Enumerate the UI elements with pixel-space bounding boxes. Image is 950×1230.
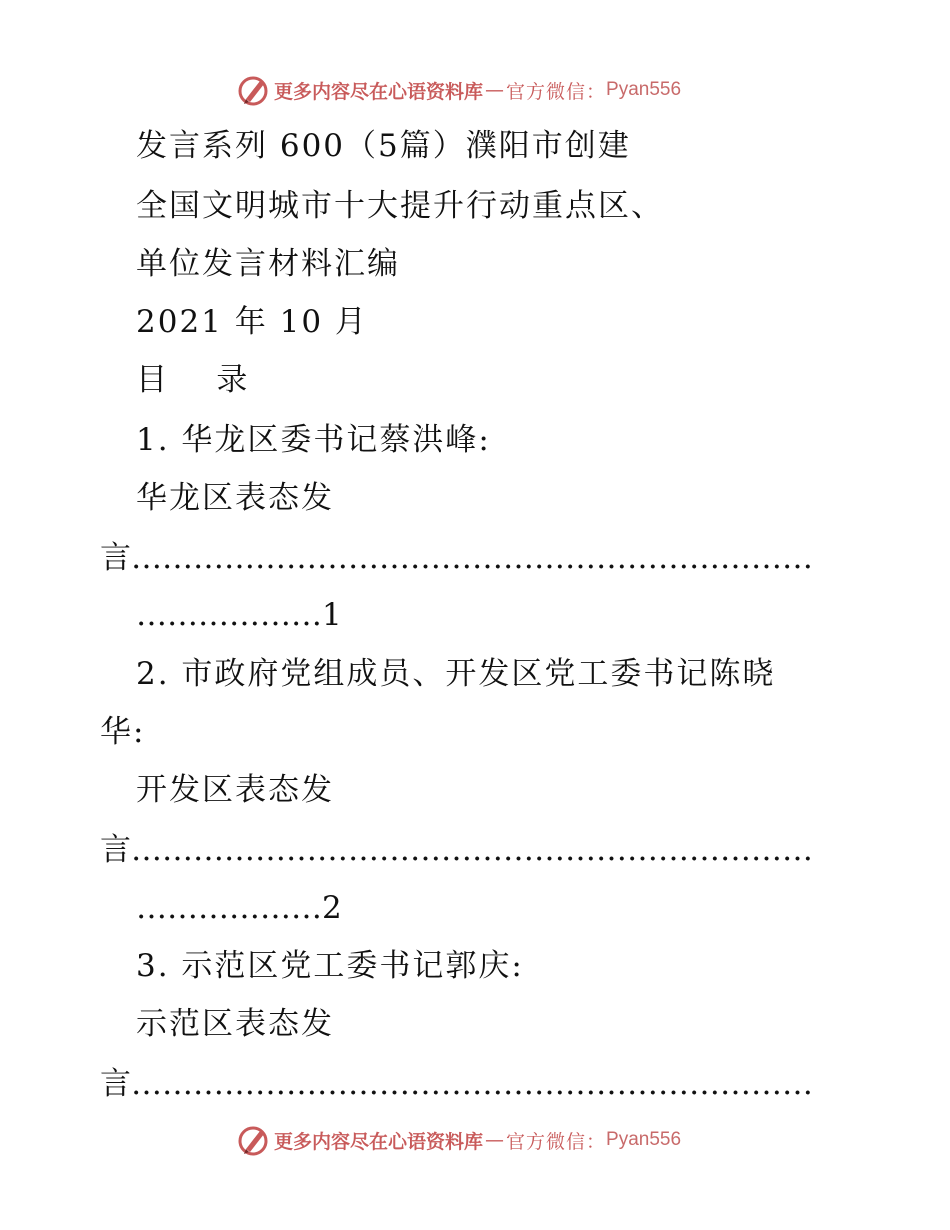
title-line-3: 单位发言材料汇编 (136, 246, 400, 282)
toc-entry-2-speaker: 2. 市政府党组成员、开发区党工委书记陈晓 (136, 656, 776, 692)
title-line-2: 全国文明城市十大提升行动重点区、 (136, 188, 664, 224)
toc-entry-2-leader: 言………………………………………………………… (100, 832, 813, 868)
watermark-main-text: 更多内容尽在心语资料库 (274, 1130, 484, 1153)
title-line-1: 发言系列 600（5篇）濮阳市创建 (136, 128, 631, 164)
toc-entry-3-title: 示范区表态发 (136, 1006, 334, 1042)
toc-entry-2-speaker-cont: 华: (100, 714, 146, 750)
footer-watermark (236, 1122, 756, 1158)
toc-entry-2-title: 开发区表态发 (136, 772, 334, 808)
watermark-wechat-id: Pyan556 (606, 79, 682, 100)
header-watermark (236, 72, 756, 108)
pen-logo-icon (236, 1123, 270, 1157)
document-date: 2021 年 10 月 (136, 304, 368, 340)
watermark-dash: — (485, 79, 505, 101)
watermark-wechat-id: Pyan556 (606, 1129, 682, 1150)
toc-entry-1-speaker: 1. 华龙区委书记蔡洪峰: (136, 422, 491, 458)
watermark-sub-text: 官方微信： (506, 80, 607, 103)
toc-entry-1-page: ………………1 (136, 597, 342, 633)
watermark-sub-text: 官方微信： (506, 1130, 607, 1153)
watermark-main-text: 更多内容尽在心语资料库 (274, 80, 484, 103)
toc-entry-1-title: 华龙区表态发 (136, 480, 334, 516)
toc-entry-3-speaker: 3. 示范区党工委书记郭庆: (136, 948, 524, 984)
watermark-dash: — (485, 1129, 505, 1151)
toc-heading: 目 录 (136, 362, 250, 398)
toc-entry-1-leader: 言………………………………………………………… (100, 540, 813, 576)
toc-entry-2-page: ………………2 (136, 890, 342, 926)
pen-logo-icon (236, 73, 270, 107)
toc-entry-3-leader: 言………………………………………………………… (100, 1066, 813, 1102)
